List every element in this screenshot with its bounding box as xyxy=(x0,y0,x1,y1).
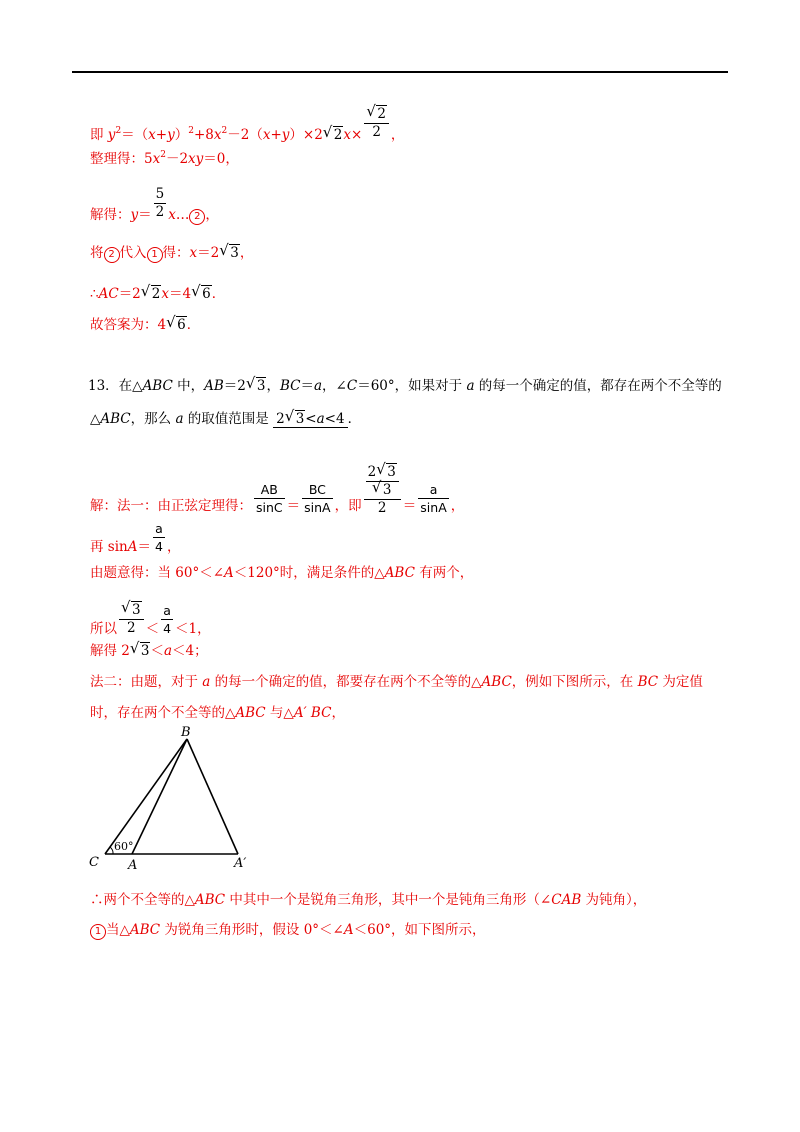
label-c: C xyxy=(89,855,99,870)
sqrt: √ 2 xyxy=(367,106,387,123)
angle-arc xyxy=(110,847,113,854)
fraction: 2√ 3 √ 3 xyxy=(366,464,399,499)
label-b: B xyxy=(181,725,191,740)
circled-number: 2 xyxy=(189,209,205,225)
sqrt: √ 3 xyxy=(247,377,267,395)
solution-line-4: 将 2 代入 1 得：x＝2√ 3， xyxy=(90,244,253,263)
triangle-figure xyxy=(80,722,280,872)
solution-13-line-2: 再 sinA＝ $\frac{a}{4}$ ， xyxy=(90,521,181,555)
fraction: $\frac{a}{4}$ xyxy=(163,603,172,636)
sqrt: √ 3 xyxy=(286,410,306,428)
fraction: √ $\frac{3}{2}$ xyxy=(119,602,144,637)
segment-ab xyxy=(132,739,187,854)
fraction: $\frac{a}{4}$ xyxy=(154,521,163,554)
segment-a2b xyxy=(187,739,238,854)
sqrt: √ 3 xyxy=(220,244,240,262)
solution-line-1: 即 $y^2=(x+y)^2+8x^2-2(x+y)\times 2√$ 2x× √ $\frac{2}{2}$ ， xyxy=(90,118,404,153)
conclusion-line-2: 1 当△ABC 为锐角三角形时，假设 0°＜∠A＜60°，如下图所示， xyxy=(90,921,486,940)
fraction: $\frac{BC}{\sin A}$ xyxy=(304,482,331,515)
sqrt: √ 2 xyxy=(324,126,344,144)
header-rule xyxy=(72,71,728,73)
circled-number: 2 xyxy=(104,247,120,263)
question-13-line-2: △ABC，那么 a 的取值范围是 2√ 3<a<4 ． xyxy=(90,410,361,428)
segment-cb xyxy=(105,739,187,854)
solution-line-2: 整理得：$5x^2-2xy=0$， xyxy=(90,150,239,167)
question-13-line-1: 13．在△ABC 中，AB＝2√ 3，BC＝a，∠C＝60°，如果对于 a 的每一个确定的值，都存在两个不全等的 xyxy=(88,377,722,395)
answer-blank: 2√ 3<a<4 xyxy=(273,411,347,428)
solution-13-line-5: 解得 2√ 3＜a＜4； xyxy=(90,642,208,660)
circled-number: 1 xyxy=(90,924,106,940)
label-a-prime: A′ xyxy=(234,856,247,871)
sqrt: √ 3 xyxy=(377,464,397,481)
sqrt: √ 2 xyxy=(142,285,162,303)
solution-line-3: 解得：y＝ $\frac{5}{2}$ x… 2 ， xyxy=(90,186,219,223)
solution-13-line-4: 所以 √ $\frac{3}{2}$ ＜ $\frac{a}{4}$ ＜1， xyxy=(90,612,211,647)
sqrt: √ 6 xyxy=(167,316,187,334)
sqrt: √ 3 xyxy=(131,642,151,660)
fraction: $\frac{AB}{\sin C}$ xyxy=(256,482,283,515)
sqrt: √ 6 xyxy=(192,285,212,303)
solution-13-line-1: 解：法一：由正弦定理得： $\frac{AB}{\sin C}$ ＝ $\frac{BC}{\sin A}$ ，即 2√ 3 √ 3 2 ＝ $\frac{a}{\sin A}$ ， xyxy=(90,480,464,533)
sqrt: √ 3 xyxy=(373,482,393,499)
fraction: 2√ 3 √ 3 2 xyxy=(364,464,401,517)
fraction: $\frac{5}{2}$ xyxy=(155,186,165,220)
circled-number: 1 xyxy=(147,247,163,263)
fraction: $\frac{a}{\sin A}$ xyxy=(420,482,447,515)
solution-line-6: 故答案为：4√ 6． xyxy=(90,316,200,334)
sqrt: √ 3 xyxy=(122,602,142,619)
solution-13-line-6: 法二：由题，对于 a 的每一个确定的值，都要存在两个不全等的△ABC，例如下图所示，在 BC 为定值 xyxy=(90,674,703,690)
label-a: A xyxy=(128,858,138,872)
solution-line-5: ∴AC＝2√ 2x＝4√ 6． xyxy=(90,285,225,303)
fraction: √ $\frac{2}{2}$ xyxy=(364,106,389,141)
conclusion-line-1: ∴两个不全等的△ABC 中其中一个是锐角三角形，其中一个是钝角三角形（∠CAB 为钝角）， xyxy=(90,892,647,908)
solution-13-line-7: 时，存在两个不全等的△ABC 与△A′ BC， xyxy=(90,705,345,721)
angle-label: 60° xyxy=(114,840,134,853)
solution-13-line-3: 由题意得：当 60°＜∠A＜120°时，满足条件的△ABC 有两个， xyxy=(90,565,474,581)
